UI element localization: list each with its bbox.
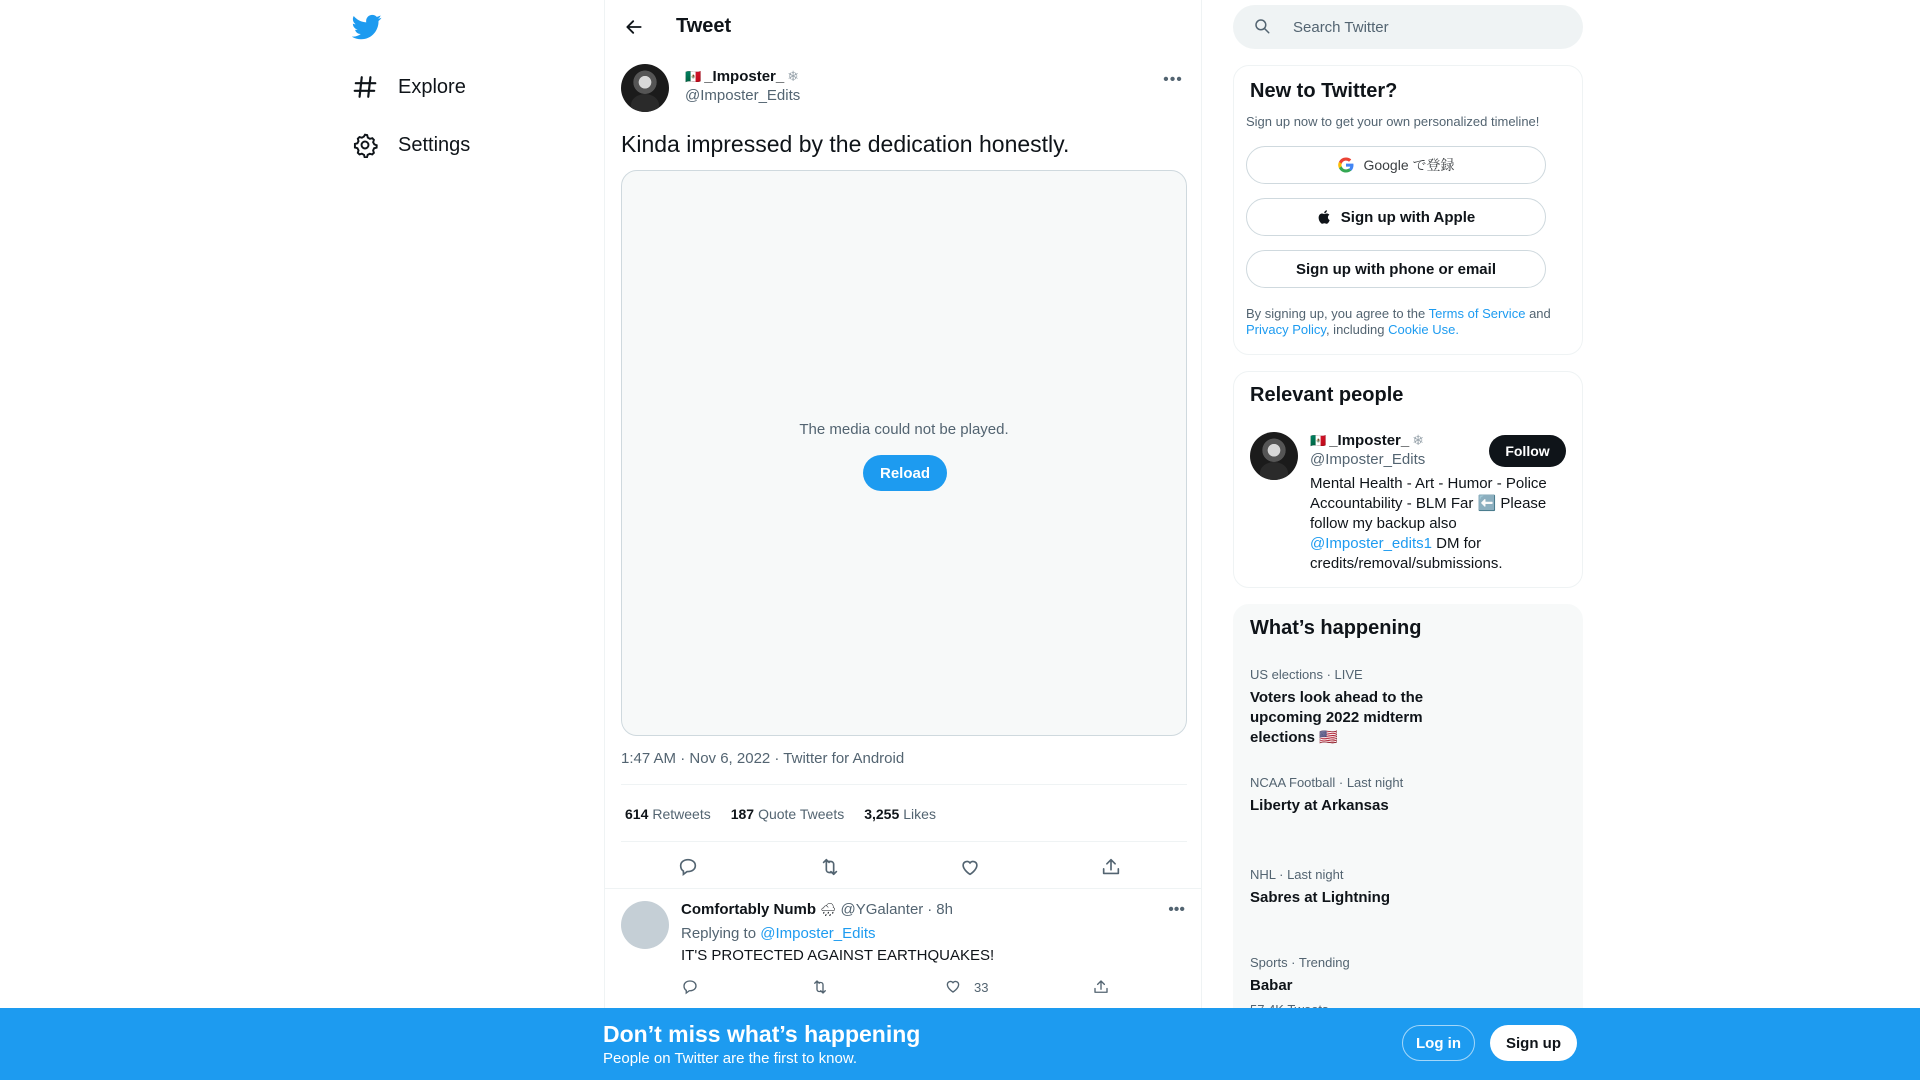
flag-icon: 🇲🇽 bbox=[685, 68, 702, 84]
trend-title: Liberty at Arkansas bbox=[1250, 797, 1389, 814]
tweet-stats bbox=[625, 806, 936, 822]
bio-link[interactable]: @Imposter_edits1 bbox=[1310, 535, 1432, 552]
reply-author-handle[interactable]: @YGalanter bbox=[840, 901, 924, 918]
apple-signup-button[interactable] bbox=[1246, 198, 1546, 236]
bio-text: Mental Health - Art - Humor - Police Accountability - BLM Far ⬅️ Please follow my backup also bbox=[1310, 475, 1547, 532]
arrow-left-icon bbox=[624, 17, 644, 37]
signup-button[interactable]: Sign up bbox=[1490, 1025, 1577, 1061]
likes-stat[interactable]: 3,255 Likes bbox=[864, 806, 936, 822]
retweets-stat[interactable]: 614 Retweets bbox=[625, 806, 711, 822]
nav-item-label: Settings bbox=[398, 133, 471, 156]
bottom-signup-bar bbox=[0, 1008, 1920, 1080]
reply-text: IT'S PROTECTED AGAINST EARTHQUAKES! bbox=[681, 947, 995, 964]
more-options-button[interactable] bbox=[1159, 66, 1187, 94]
cloud-rain-icon: 🌧 bbox=[820, 901, 837, 917]
legal-including: , including bbox=[1325, 322, 1385, 337]
twitter-bird-icon[interactable] bbox=[352, 12, 384, 44]
more-dots-icon: ••• bbox=[1163, 71, 1183, 88]
main-column bbox=[604, 0, 1202, 1080]
avatar[interactable] bbox=[621, 901, 669, 949]
heart-icon[interactable] bbox=[959, 856, 983, 880]
share-icon[interactable] bbox=[1092, 977, 1110, 997]
search-input[interactable] bbox=[1291, 18, 1575, 37]
legal-prefix: By signing up, you agree to the bbox=[1246, 306, 1426, 321]
bottom-bar-title: Don’t miss what’s happening bbox=[603, 1021, 921, 1047]
trend-meta: Sports · Trending bbox=[1250, 955, 1350, 970]
reply-tweet[interactable] bbox=[605, 888, 1201, 1009]
more-dots-icon[interactable]: ••• bbox=[1168, 901, 1185, 918]
back-button[interactable] bbox=[617, 10, 651, 44]
apple-icon bbox=[1317, 208, 1333, 226]
main-header bbox=[605, 0, 1201, 53]
snowflake-icon: ❄ bbox=[1412, 432, 1424, 448]
cookie-link[interactable]: Cookie Use. bbox=[1388, 322, 1459, 337]
tweet-actions bbox=[621, 848, 1187, 888]
legal-and: and bbox=[1529, 306, 1551, 321]
relevant-people-title: Relevant people bbox=[1250, 384, 1404, 406]
tweet-timestamp[interactable]: 1:47 AM · Nov 6, 2022 · Twitter for Android bbox=[621, 750, 905, 767]
gear-icon bbox=[352, 132, 378, 158]
trend-item[interactable] bbox=[1250, 667, 1550, 748]
signup-card bbox=[1233, 65, 1583, 355]
heart-icon bbox=[944, 977, 962, 998]
privacy-link[interactable]: Privacy Policy bbox=[1246, 322, 1326, 337]
terms-link[interactable]: Terms of Service bbox=[1428, 306, 1526, 321]
reply-author-name[interactable]: Comfortably Numb bbox=[681, 901, 816, 918]
like-button[interactable] bbox=[944, 977, 988, 997]
author-handle: @Imposter_Edits bbox=[685, 87, 801, 104]
retweet-icon[interactable] bbox=[818, 856, 842, 880]
bottom-bar-subtitle: People on Twitter are the first to know. bbox=[603, 1050, 858, 1067]
reply-icon[interactable] bbox=[681, 977, 699, 997]
media-error-message: The media could not be played. bbox=[799, 421, 1009, 438]
trend-meta: US elections · LIVE bbox=[1250, 667, 1363, 682]
phone-email-signup-button[interactable]: Sign up with phone or email bbox=[1246, 250, 1546, 288]
trend-meta: NCAA Football · Last night bbox=[1250, 775, 1404, 790]
person-bio bbox=[1310, 474, 1566, 574]
login-button[interactable]: Log in bbox=[1402, 1025, 1475, 1061]
search-icon bbox=[1253, 17, 1273, 37]
share-icon[interactable] bbox=[1100, 856, 1124, 880]
search-bar[interactable] bbox=[1233, 5, 1583, 49]
reply-actions bbox=[681, 977, 1101, 999]
retweet-icon[interactable] bbox=[811, 977, 829, 997]
reply-icon[interactable] bbox=[677, 856, 701, 880]
legal-text bbox=[1246, 306, 1572, 338]
like-count: 33 bbox=[974, 979, 989, 995]
reply-header bbox=[681, 901, 953, 918]
reply-time[interactable]: 8h bbox=[936, 901, 953, 918]
avatar[interactable] bbox=[621, 64, 669, 112]
tweet-text: Kinda impressed by the dedication honestly. bbox=[621, 131, 1070, 157]
replying-to bbox=[681, 925, 876, 942]
page-title: Tweet bbox=[676, 15, 732, 37]
replying-to-label: Replying to bbox=[681, 925, 757, 942]
signup-card-title: New to Twitter? bbox=[1250, 80, 1398, 102]
replying-to-link[interactable]: @Imposter_Edits bbox=[760, 925, 876, 942]
media-player[interactable] bbox=[621, 170, 1187, 736]
quote-tweets-stat[interactable]: 187 Quote Tweets bbox=[730, 806, 845, 822]
trend-meta: NHL · Last night bbox=[1250, 867, 1344, 882]
avatar[interactable] bbox=[1250, 432, 1298, 480]
google-signup-label: Google で登録 bbox=[1363, 157, 1455, 173]
nav-item-settings[interactable] bbox=[352, 125, 470, 165]
flag-icon: 🇲🇽 bbox=[1310, 432, 1327, 448]
hashtag-icon bbox=[352, 74, 378, 100]
separator-dot: · bbox=[927, 901, 933, 918]
apple-signup-label: Sign up with Apple bbox=[1340, 208, 1476, 226]
relevant-people-card bbox=[1233, 371, 1583, 588]
signup-subtitle: Sign up now to get your own personalized timeline! bbox=[1246, 114, 1540, 129]
whats-happening-title: What’s happening bbox=[1250, 617, 1422, 639]
divider bbox=[621, 841, 1187, 842]
divider bbox=[621, 784, 1187, 785]
nav-item-label: Explore bbox=[398, 75, 466, 98]
nav-item-explore[interactable] bbox=[352, 67, 466, 107]
reload-button[interactable]: Reload bbox=[863, 455, 947, 491]
google-icon bbox=[1337, 156, 1355, 174]
person-handle[interactable]: @Imposter_Edits bbox=[1310, 451, 1426, 468]
tweet-author[interactable] bbox=[685, 68, 800, 104]
trend-item[interactable] bbox=[1250, 775, 1550, 816]
trend-title: Babar bbox=[1250, 977, 1293, 994]
trend-item[interactable] bbox=[1250, 867, 1550, 908]
follow-button[interactable]: Follow bbox=[1489, 435, 1566, 467]
trend-title: Voters look ahead to the upcoming 2022 midterm elections 🇺🇸 bbox=[1250, 689, 1424, 746]
bio-tail: DM for credits/removal/submissions. bbox=[1310, 535, 1503, 572]
snowflake-icon: ❄ bbox=[787, 68, 799, 84]
person-name[interactable]: _Imposter_ bbox=[1329, 432, 1410, 449]
trend-title: Sabres at Lightning bbox=[1250, 889, 1391, 906]
author-name: _Imposter_ bbox=[704, 68, 785, 85]
google-signup-button[interactable] bbox=[1246, 146, 1546, 184]
